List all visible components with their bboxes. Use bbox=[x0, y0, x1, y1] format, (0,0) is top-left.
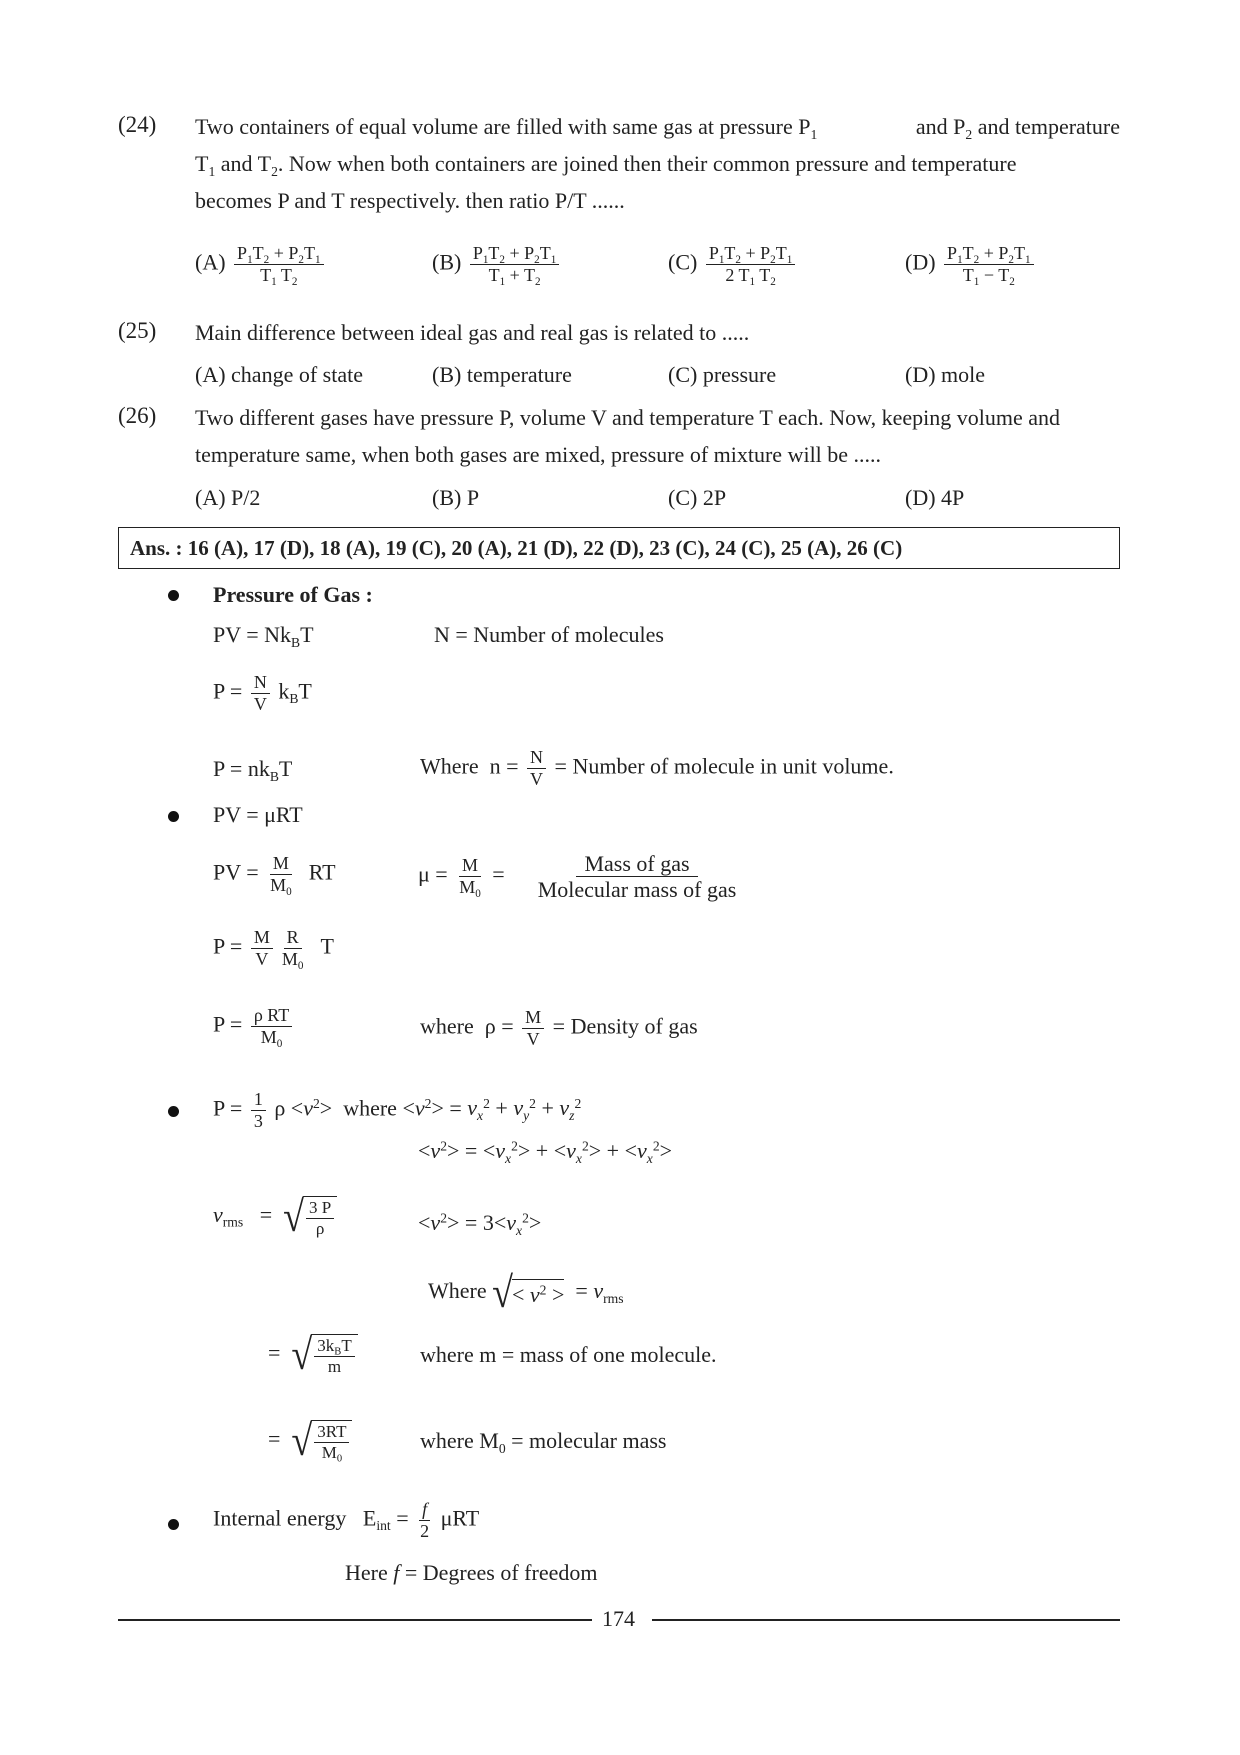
q25-option-d: (D) mole bbox=[905, 362, 986, 387]
q25-option-b: (B) temperature bbox=[432, 362, 572, 387]
q26-option-d: (D) 4P bbox=[905, 485, 965, 510]
q24-option-c-denominator: 2 $T_1$ $T_2$ bbox=[725, 264, 776, 288]
question-number-26: (26) bbox=[118, 403, 157, 428]
section-heading-pressure-of-gas: Pressure of Gas : bbox=[213, 582, 373, 607]
eq-p-one-third: P = $\frac{1}{3}$ $\rho <v^2>$ where $<v^2> = v_x^2 + v_y^2 + v_z^2$ bbox=[213, 1089, 582, 1131]
q24-option-b: (B) $\frac{P_1T_2 + P_2T_1}{T_1 + T_2}$ bbox=[432, 244, 562, 285]
q24-option-d-numerator: $P_1T_2 + P_2T_1$ bbox=[944, 244, 1034, 265]
eq-internal-energy: Internal energy $E_{int}$ = $\frac{f}{2}$ μRT bbox=[213, 1499, 480, 1541]
q24-option-b-numerator: $P_1T_2 + P_2T_1$ bbox=[470, 244, 560, 265]
eq-vrms-rt: = √ $\frac{3RT}{M_0}$ bbox=[268, 1420, 352, 1462]
q26-option-a: (A) P/2 bbox=[195, 485, 261, 510]
def-mu: μ = $\frac{M}{M_0}$ = $\frac{\text{Mass of gas}}{\text{Molecular mass of gas}}$ bbox=[418, 851, 737, 903]
q24-option-a-numerator: $P_1T_2 + P_2T_1$ bbox=[234, 244, 324, 265]
eq-p-n-over-v: P = $\frac{N}{V}$ $k_BT$ bbox=[213, 672, 312, 714]
bullet-icon bbox=[168, 1106, 179, 1117]
eq-vrms-p-rho: $v_{rms}$ = √ $\frac{3 P}{\rho}$ bbox=[213, 1196, 337, 1238]
eq-v2-3vx2: $<v^2> = 3<v_x^2>$ bbox=[418, 1210, 542, 1238]
bullet-icon bbox=[168, 1519, 179, 1530]
answer-key-text: Ans. : 16 (A), 17 (D), 18 (A), 19 (C), 20 (A), 21 (D), 22 (D), 23 (C), 24 (C), 25 (A), 26 (C) bbox=[130, 536, 903, 560]
question-26-line-1: Two different gases have pressure P, volume V and temperature T each. Now, keeping volume and bbox=[195, 405, 1060, 430]
question-24-line-1 bbox=[195, 114, 1120, 140]
eq-p-nkbt: $P = nk_BT$ bbox=[213, 756, 293, 784]
bullet-icon bbox=[168, 590, 179, 601]
footer-rule-right bbox=[652, 1619, 1120, 1621]
def-m0: where $M_0$ = molecular mass bbox=[420, 1428, 667, 1456]
eq-vrms-kbt: = √ $\frac{3k_BT}{m}$ bbox=[268, 1334, 358, 1376]
eq-pv-murt: PV = μRT bbox=[213, 802, 303, 827]
def-degrees-of-freedom: Here f = Degrees of freedom bbox=[345, 1560, 598, 1585]
def-n-molecules: N = Number of molecules bbox=[434, 622, 664, 647]
q24-option-b-denominator: $T_1 + T_2$ bbox=[488, 264, 541, 288]
question-26-line-2: temperature same, when both gases are mixed, pressure of mixture will be ..... bbox=[195, 442, 882, 467]
eq-p-rho: P = $\frac{\text{ρ RT}}{M_0}$ bbox=[213, 1006, 295, 1047]
q24-option-a: (A) $\frac{P_1T_2 + P_2T_1}{T_1 T_2}$ bbox=[195, 244, 327, 285]
def-n-unit-volume: Where n = $\frac{N}{V}$ = Number of molecule in unit volume. bbox=[420, 747, 894, 789]
eq-p-m-over-v: P = $\frac{M}{V}$ $\frac{R}{M_0}$ T bbox=[213, 927, 334, 972]
def-m: where m = mass of one molecule. bbox=[420, 1342, 717, 1367]
q24-option-d-denominator: $T_1 - T_2$ bbox=[962, 264, 1015, 288]
q25-option-a: (A) change of state bbox=[195, 362, 363, 387]
q25-option-c: (C) pressure bbox=[668, 362, 777, 387]
question-25-text: Main difference between ideal gas and real gas is related to ..... bbox=[195, 320, 750, 345]
q24-line1-part2: and $P_2$ and temperature bbox=[915, 114, 1120, 142]
q26-option-c: (C) 2P bbox=[668, 485, 727, 510]
q24-option-d: (D) $\frac{P_1T_2 + P_2T_1}{T_1 - T_2}$ bbox=[905, 244, 1037, 285]
def-rho: where ρ = $\frac{M}{V}$ = Density of gas bbox=[420, 1007, 698, 1049]
eq-where-vrms: Where √ < $v^2$ > = $v_{rms}$ bbox=[428, 1268, 624, 1318]
eq-pv-m-over-m0: PV = $\frac{M}{M_0}$ RT bbox=[213, 853, 336, 898]
eq-pv-nkbt: PV = $Nk_BT$ bbox=[213, 622, 314, 650]
answer-key-box bbox=[118, 527, 1120, 569]
page-number: 174 bbox=[602, 1606, 635, 1631]
question-24-line-3: becomes P and T respectively. then ratio P/T ...... bbox=[195, 188, 625, 213]
question-24-line-2: $T_1$ and $T_2$. Now when both containers are joined then their common pressure and temperature bbox=[195, 151, 1017, 179]
footer-rule-left bbox=[118, 1619, 592, 1621]
q26-option-b: (B) P bbox=[432, 485, 480, 510]
question-number-24: (24) bbox=[118, 112, 157, 137]
eq-v2-components: $<v^2> = <v_x^2> + <v_x^2> + <v_x^2>$ bbox=[418, 1138, 673, 1166]
q24-line1-part1: Two containers of equal volume are filled with same gas at pressure $P_1$ bbox=[195, 114, 818, 142]
q24-option-a-denominator: $T_1$ $T_2$ bbox=[260, 264, 298, 288]
question-number-25: (25) bbox=[118, 318, 157, 343]
q24-option-c: (C) $\frac{P_1T_2 + P_2T_1}{2 T_1 T_2}$ bbox=[668, 244, 798, 285]
bullet-icon bbox=[168, 811, 179, 822]
q24-option-c-numerator: $P_1T_2 + P_2T_1$ bbox=[706, 244, 796, 265]
